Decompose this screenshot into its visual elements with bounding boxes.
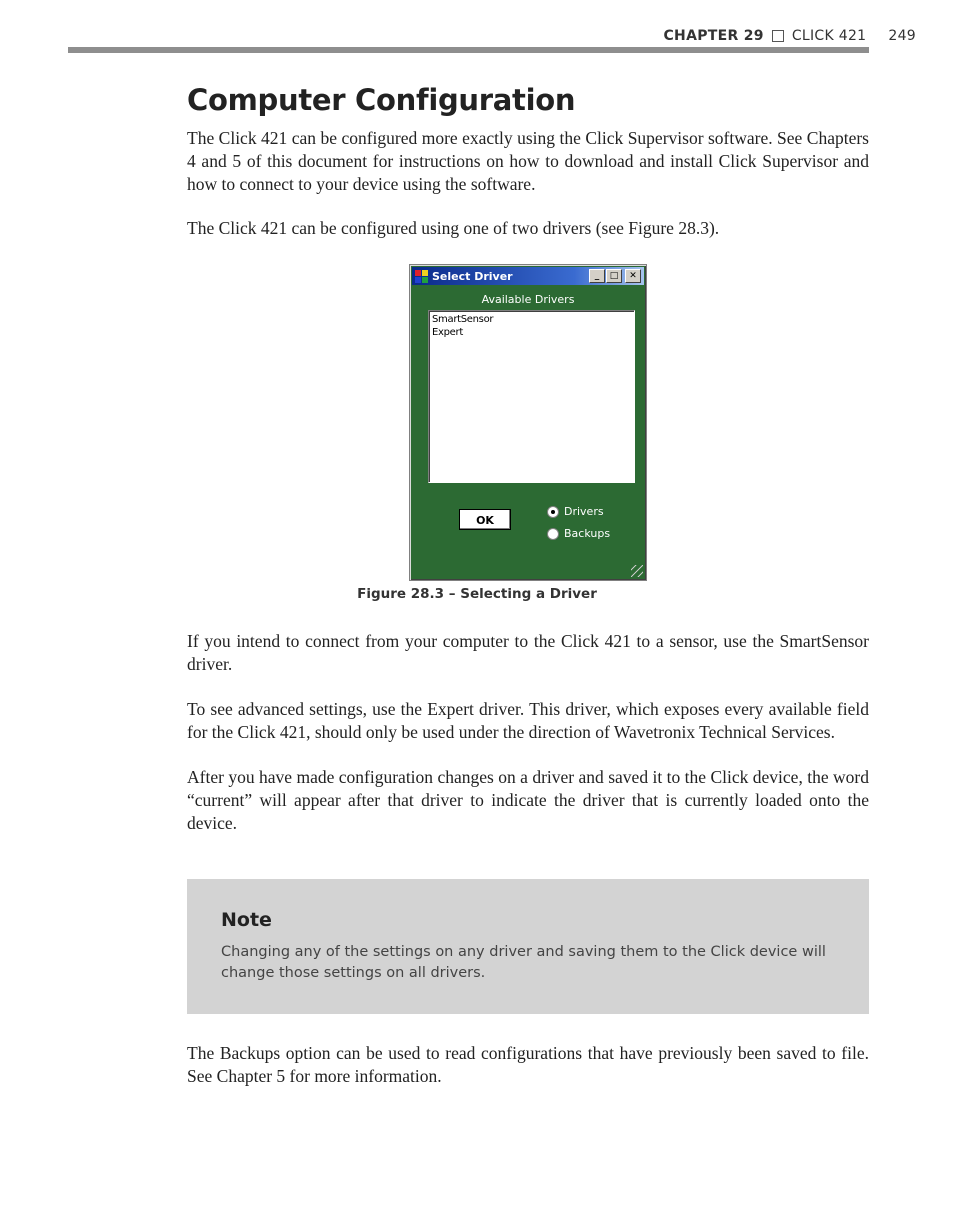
radio-drivers[interactable] — [547, 505, 604, 518]
dialog-titlebar[interactable] — [412, 267, 644, 285]
select-driver-dialog — [409, 264, 647, 581]
paragraph-current: After you have made configuration changes on a driver and saved it to the Click device, the word “current” will appear after that driver to indicate the driver that is currently loaded onto the device. — [187, 767, 869, 833]
paragraph-backups: The Backups option can be used to read configurations that have previously been saved to file. See Chapter 5 for more information. — [187, 1043, 869, 1086]
note-body: Changing any of the settings on any driver and saving them to the Click device will change those settings on all drivers. — [221, 944, 826, 981]
radio-backups[interactable] — [547, 527, 610, 540]
section-label: CLICK 421 — [791, 28, 867, 44]
minimize-icon[interactable]: _ — [589, 269, 605, 283]
paragraph-intro: The Click 421 can be configured more exactly using the Click Supervisor software. See Chapters 4 and 5 of this document for instructions on how to download and install Click Supervisor and how to connect to your device using the software. — [187, 128, 869, 194]
radio-drivers-indicator[interactable] — [547, 506, 559, 518]
main-content — [187, 80, 869, 240]
note-box — [187, 879, 869, 1014]
paragraph-drivers: The Click 421 can be configured using one of two drivers (see Figure 28.3). — [187, 218, 720, 238]
list-item-expert[interactable]: Expert — [432, 327, 463, 338]
chapter-label: CHAPTER 29 — [663, 28, 764, 44]
header-rule — [68, 47, 869, 53]
lower-content — [187, 630, 869, 835]
backups-section — [187, 1042, 869, 1088]
paragraph-expert: To see advanced settings, use the Expert driver. This driver, which exposes every available field for the Click 421, should only be used under the direction of Wavetronix Technical Services. — [187, 699, 869, 742]
list-item-smartsensor[interactable]: SmartSensor — [432, 314, 494, 325]
radio-drivers-label: Drivers — [564, 505, 604, 518]
page-title: Computer Configuration — [187, 83, 576, 117]
paragraph-smartsensor: If you intend to connect from your computer to the Click 421 to a sensor, use the SmartSensor driver. — [187, 631, 869, 674]
ok-button[interactable]: OK — [459, 509, 511, 530]
radio-backups-indicator[interactable] — [547, 528, 559, 540]
resize-grip[interactable] — [631, 565, 643, 577]
separator-box-icon — [772, 30, 784, 42]
app-icon — [415, 270, 428, 283]
close-icon[interactable]: ✕ — [625, 269, 641, 283]
note-title: Note — [221, 909, 272, 931]
page-number: 249 — [888, 28, 916, 44]
dialog-title: Select Driver — [432, 269, 513, 283]
figure-caption: Figure 28.3 – Selecting a Driver — [357, 586, 597, 602]
running-head — [663, 25, 916, 47]
radio-backups-label: Backups — [564, 527, 611, 540]
available-drivers-label: Available Drivers — [481, 293, 575, 306]
maximize-icon[interactable]: □ — [606, 269, 622, 283]
drivers-listbox[interactable] — [428, 310, 635, 483]
